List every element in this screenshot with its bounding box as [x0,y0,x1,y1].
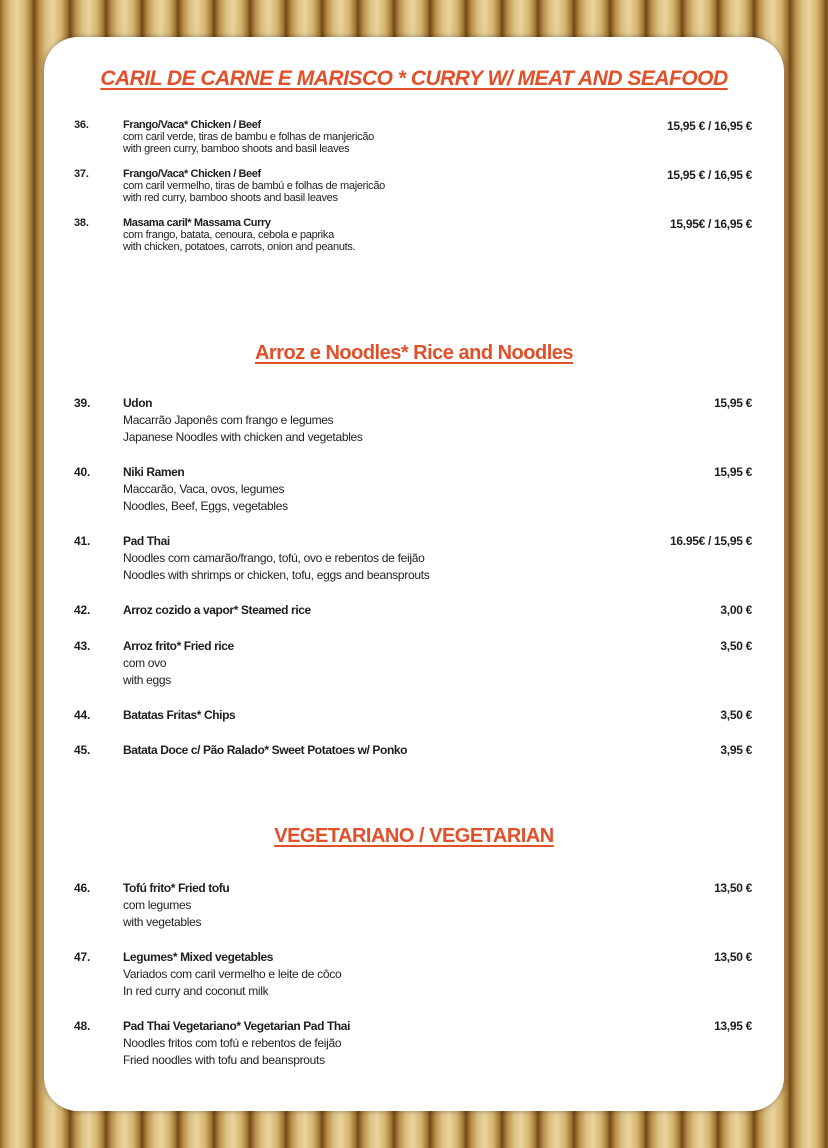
item-name: Frango/Vaca* Chicken / Beef [123,168,261,180]
item-description-en: with chicken, potatoes, carrots, onion and peanuts. [123,241,356,253]
item-name: Arroz cozido a vapor* Steamed rice [123,603,311,617]
item-price: 3,50 € [720,708,752,722]
section-title-curry: CARIL DE CARNE E MARISCO * CURRY W/ MEAT AND SEAFOOD [100,67,728,90]
item-price: 3,00 € [720,603,752,617]
item-name: Frango/Vaca* Chicken / Beef [123,119,261,131]
item-price: 13,50 € [714,950,752,964]
item-number: 43. [74,639,91,653]
item-name: Masama caril* Massama Curry [123,217,271,229]
item-description-en: Japanese Noodles with chicken and vegetables [123,430,363,444]
item-description-en: Fried noodles with tofu and beansprouts [123,1053,325,1067]
item-description-en: with eggs [123,673,171,687]
item-price: 3,95 € [720,743,752,757]
item-price: 13,95 € [714,1019,752,1033]
item-name: Legumes* Mixed vegetables [123,950,274,964]
item-name: Pad Thai Vegetariano* Vegetarian Pad Thai [123,1019,351,1033]
section-title-vegetarian: VEGETARIANO / VEGETARIAN [274,825,554,847]
item-name: Batatas Fritas* Chips [123,708,236,722]
item-price: 15,95 € / 16,95 € [667,119,752,133]
item-description-en: with green curry, bamboo shoots and basil leaves [123,143,350,155]
item-description-en: Noodles, Beef, Eggs, vegetables [123,499,288,513]
item-description-en: In red curry and coconut milk [123,984,269,998]
item-number: 41. [74,534,91,548]
item-number: 37. [74,168,89,180]
section-title-rice-noodles: Arroz e Noodles* Rice and Noodles [254,342,573,364]
item-name: Batata Doce c/ Pão Ralado* Sweet Potatoes w/ Ponko [123,743,408,757]
item-description-pt: Variados com caril vermelho e leite de côco [123,967,342,981]
item-description-pt: Maccarão, Vaca, ovos, legumes [123,482,285,496]
item-number: 46. [74,881,91,895]
item-number: 45. [74,743,91,757]
item-name: Pad Thai [123,534,170,548]
menu-page [44,37,784,1111]
item-description-pt: com ovo [123,656,167,670]
item-description-pt: com frango, batata, cenoura, cebola e paprika [123,229,334,241]
item-name: Arroz frito* Fried rice [123,639,234,653]
item-description-en: with red curry, bamboo shoots and basil leaves [123,192,338,204]
item-description-pt: Macarrão Japonês com frango e legumes [123,413,334,427]
item-price: 3,50 € [720,639,752,653]
item-description-pt: Noodles com camarão/frango, tofú, ovo e rebentos de feijão [123,551,425,565]
item-number: 44. [74,708,91,722]
item-price: 15,95 € / 16,95 € [667,168,752,182]
item-name: Niki Ramen [123,465,185,479]
item-description-en: Noodles with shrimps or chicken, tofu, eggs and beansprouts [123,568,430,582]
item-price: 15,95€ / 16,95 € [670,217,752,231]
item-number: 40. [74,465,91,479]
item-number: 38. [74,217,89,229]
item-name: Tofú frito* Fried tofu [123,881,230,895]
item-description-pt: com caril verde, tiras de bambu e folhas de manjericão [123,131,374,143]
item-name: Udon [123,396,153,410]
item-number: 39. [74,396,91,410]
item-number: 36. [74,119,89,131]
item-price: 13,50 € [714,881,752,895]
item-description-pt: com legumes [123,898,192,912]
item-number: 42. [74,603,91,617]
item-price: 15,95 € [714,396,752,410]
item-price: 16.95€ / 15,95 € [670,534,752,548]
item-description-en: with vegetables [123,915,202,929]
item-description-pt: Noodles fritos com tofú e rebentos de feijão [123,1036,342,1050]
item-number: 48. [74,1019,91,1033]
item-price: 15,95 € [714,465,752,479]
item-number: 47. [74,950,91,964]
item-description-pt: com caril vermelho, tiras de bambú e folhas de majericão [123,180,385,192]
